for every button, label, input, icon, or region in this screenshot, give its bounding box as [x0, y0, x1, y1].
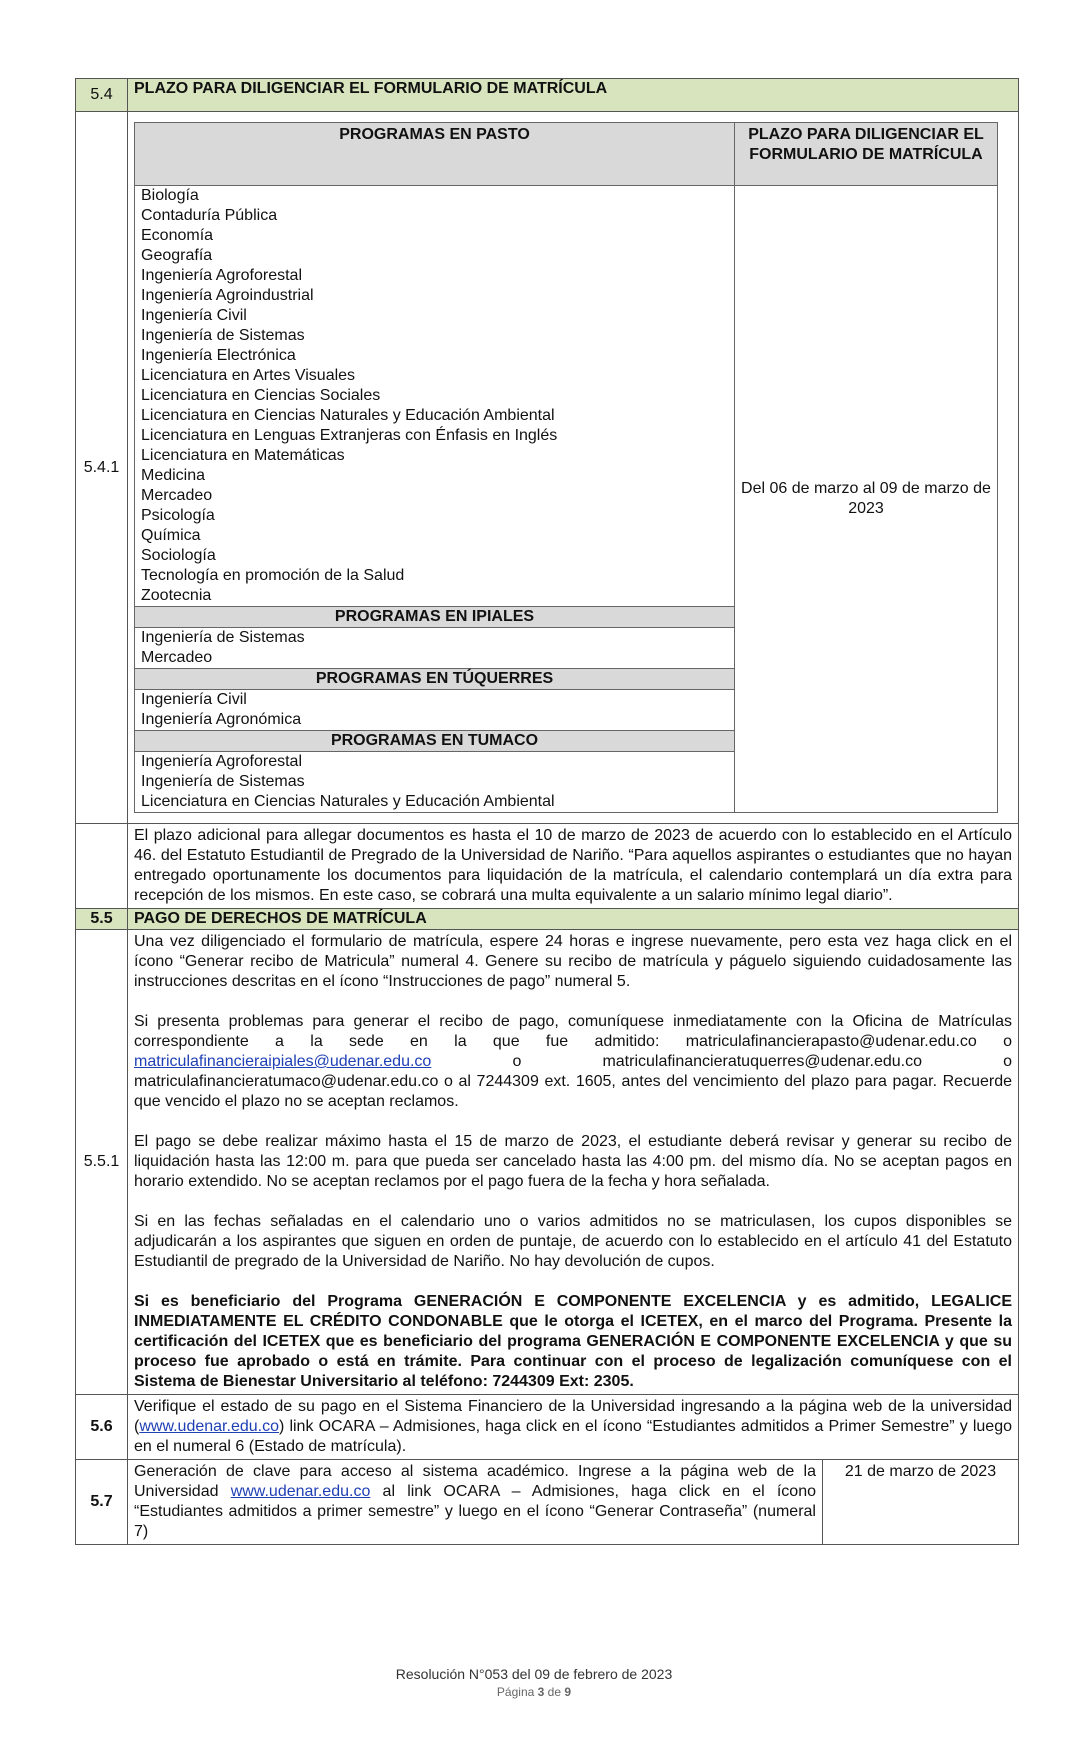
footer-page-number: Página 3 de 9 — [496, 1685, 572, 1699]
program-item: Ingeniería de Sistemas — [141, 773, 305, 790]
program-item: Ingeniería de Sistemas — [141, 629, 305, 646]
udenar-link[interactable]: www.udenar.edu.co — [230, 1483, 371, 1500]
program-item: Licenciatura en Ciencias Naturales y Educación Ambiental — [141, 793, 555, 810]
payment-paragraph-4: Si en las fechas señaladas en el calendario uno o varios admitidos no se matriculasen, los cupos disponibles se adjudicarán a los aspirantes que siguen en orden de puntaje, de acuerdo con lo establecido en el artículo 41 del Estatuto Estudiantil de pregrado de la Universidad de Nariño. No hay devolución de cupos. — [134, 1213, 1012, 1270]
section-date: 21 de marzo de 2023 — [822, 1460, 1018, 1545]
program-item: Contaduría Pública — [141, 207, 278, 224]
section-number: 5.7 — [76, 1460, 128, 1545]
tumaco-programs-list — [135, 752, 735, 813]
program-item: Mercadeo — [141, 487, 213, 504]
footer-resolution: Resolución N°053 del 09 de febrero de 2023 — [395, 1666, 673, 1682]
udenar-link[interactable]: www.udenar.edu.co — [139, 1418, 279, 1435]
document-page — [75, 78, 1019, 1545]
section-title: PLAZO PARA DILIGENCIAR EL FORMULARIO DE MATRÍCULA — [128, 79, 1019, 112]
program-item: Ingeniería Civil — [141, 691, 247, 708]
section-5-6 — [76, 1395, 1019, 1460]
email-link-ipiales[interactable]: matriculafinancieraipiales@udenar.edu.co — [134, 1053, 432, 1070]
section-title: PAGO DE DERECHOS DE MATRÍCULA — [128, 909, 1019, 930]
header-programs-ipiales: PROGRAMAS EN IPIALES — [135, 607, 735, 628]
extra-note: El plazo adicional para allegar documentos es hasta el 10 de marzo de 2023 de acuerdo con lo establecido en el Artículo 46. del Estatuto Estudiantil de Pregrado de la Universidad de Nariño. “Para aquellos aspirantes o estudiantes que no hayan entregado oportunamente los documentos para liquidación de la matrícula, el calendario contemplará un día extra para recepción de los mismos. En este caso, se cobrará una multa equivalente a un salario mínimo legal diario”. — [128, 824, 1019, 909]
program-item: Química — [141, 527, 201, 544]
program-item: Zootecnia — [141, 587, 212, 604]
program-item: Licenciatura en Ciencias Naturales y Educación Ambiental — [141, 407, 555, 424]
header-programs-tuquerres: PROGRAMAS EN TÚQUERRES — [135, 669, 735, 690]
program-item: Licenciatura en Lenguas Extranjeras con Énfasis en Inglés — [141, 427, 558, 444]
header-deadline: PLAZO PARA DILIGENCIAR EL FORMULARIO DE MATRÍCULA — [735, 123, 998, 186]
section-number: 5.4 — [76, 79, 128, 112]
tuquerres-programs-list — [135, 690, 735, 731]
payment-paragraph-5: Si es beneficiario del Programa GENERACIÓN E COMPONENTE EXCELENCIA y es admitido, LEGALICE INMEDIATAMENTE EL CRÉDITO CONDONABLE que le otorga el ICETEX, en el marco del Programa. Presente la certificación del ICETEX que es beneficiario del programa GENERACIÓN E COMPONENTE EXCELENCIA y que su proceso fue aprobado o está en trámite. Para continuar con el proceso de legalización comuníquese con el Sistema de Bienestar Universitario al teléfono: 7244309 Ext: 2305. — [134, 1293, 1012, 1390]
section-number: 5.6 — [76, 1395, 128, 1460]
program-item: Ingeniería Electrónica — [141, 347, 296, 364]
program-item: Sociología — [141, 547, 216, 564]
section-number: 5.5.1 — [76, 930, 128, 1395]
ipiales-programs-list — [135, 628, 735, 669]
program-item: Tecnología en promoción de la Salud — [141, 567, 405, 584]
program-item: Ingeniería Agroindustrial — [141, 287, 314, 304]
section-number: 5.4.1 — [76, 112, 128, 824]
section-5-7 — [76, 1460, 1019, 1545]
program-item: Ingeniería de Sistemas — [141, 327, 305, 344]
section-text: Verifique el estado de su pago en el Sistema Financiero de la Universidad ingresando a la página web de la universidad (www.udenar.edu.co) link OCARA – Admisiones, haga click en el ícono “Estudiantes admitidos a Primer Semestre” y luego en el numeral 6 (Estado de matrícula). — [128, 1395, 1019, 1460]
section-text: Generación de clave para acceso al sistema académico. Ingrese a la página web de la Universidad www.udenar.edu.co al link OCARA – Admisiones, haga click en el ícono “Estudiantes admitidos a primer semestre” y luego en el ícono “Generar Contraseña” (numeral 7) — [128, 1460, 823, 1545]
section-5-4-header — [76, 79, 1019, 112]
program-item: Licenciatura en Matemáticas — [141, 447, 345, 464]
payment-paragraph-3: El pago se debe realizar máximo hasta el 15 de marzo de 2023, el estudiante deberá revisar y generar su recibo de liquidación hasta las 12:00 m. para que pueda ser cancelado hasta las 4:00 pm. del mismo día. No se aceptan pagos en horario extendido. No se aceptan reclamos por el pago fuera de la fecha y hora señalada. — [134, 1133, 1012, 1190]
section-5-5-header — [76, 909, 1019, 930]
program-item: Ingeniería Agroforestal — [141, 753, 302, 770]
calendar-table — [75, 78, 1019, 1545]
program-item: Ingeniería Agronómica — [141, 711, 302, 728]
payment-paragraph-1: Una vez diligenciado el formulario de matrícula, espere 24 horas e ingrese nuevamente, pero esta vez haga click en el ícono “Generar recibo de Matricula” numeral 4. Genere su recibo de matrícula y páguelo siguiendo cuidadosamente las instrucciones descritas en el ícono “Instrucciones de pago” numeral 5. — [134, 933, 1012, 990]
header-programs-pasto: PROGRAMAS EN PASTO — [135, 123, 735, 186]
program-item: Psicología — [141, 507, 215, 524]
program-item: Licenciatura en Ciencias Sociales — [141, 387, 381, 404]
pasto-programs-list — [135, 186, 735, 607]
program-item: Medicina — [141, 467, 206, 484]
program-item: Ingeniería Agroforestal — [141, 267, 302, 284]
program-item: Geografía — [141, 247, 213, 264]
section-number: 5.5 — [76, 909, 128, 930]
deadline-dates: Del 06 de marzo al 09 de marzo de 2023 — [735, 186, 998, 813]
programs-table — [134, 122, 998, 813]
payment-paragraph-2: Si presenta problemas para generar el recibo de pago, comuníquese inmediatamente con la Oficina de Matrículas correspondiente a la sede en la que fue admitido: matriculafinancierapasto@udenar.edu.co o matriculafinancieraipiales@udenar.edu.co o matriculafinancieratuquerres@udenar.edu.co o matriculafinancieratumaco@udenar.edu.co o al 7244309 ext. 1605, antes del vencimiento del plazo para pagar. Recuerde que vencido el plazo no se aceptan reclamos. — [134, 1013, 1012, 1110]
program-item: Biología — [141, 187, 199, 204]
extra-note-row — [76, 824, 1019, 909]
program-item: Licenciatura en Artes Visuales — [141, 367, 356, 384]
header-programs-tumaco: PROGRAMAS EN TUMACO — [135, 731, 735, 752]
program-item: Ingeniería Civil — [141, 307, 247, 324]
section-5-5-1 — [76, 930, 1019, 1395]
program-item: Mercadeo — [141, 649, 213, 666]
section-5-4-1 — [76, 112, 1019, 824]
program-item: Economía — [141, 227, 214, 244]
